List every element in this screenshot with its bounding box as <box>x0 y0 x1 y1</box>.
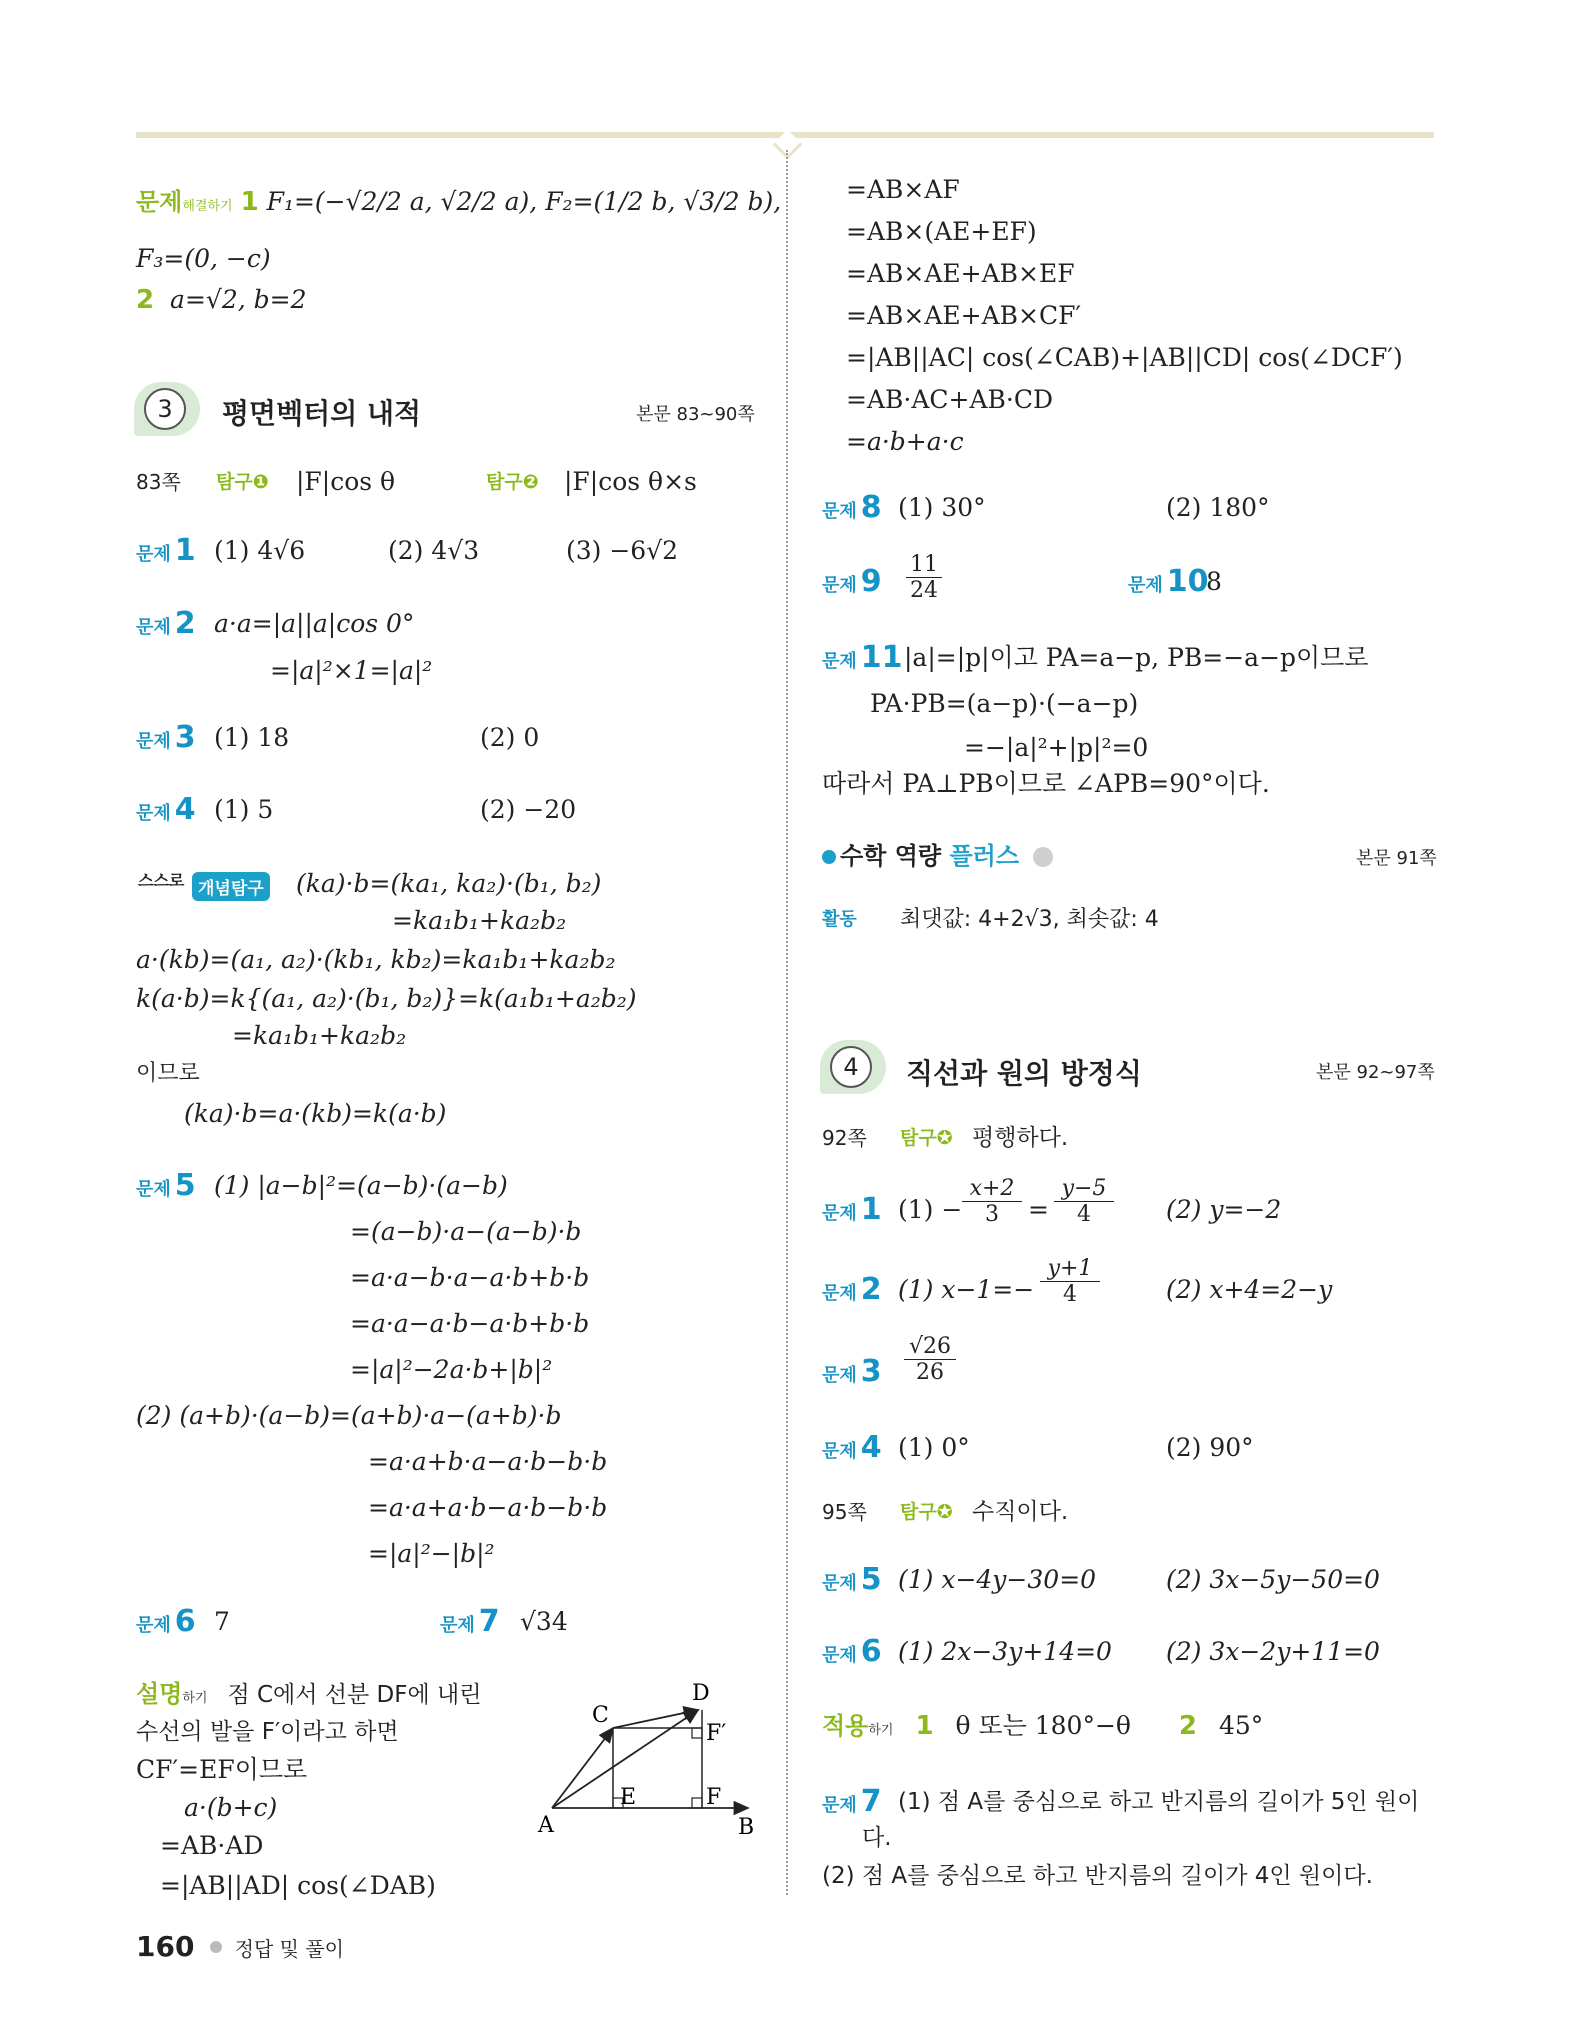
point-c: C <box>592 1703 609 1728</box>
answer: (2) 3x−2y+11=0 <box>1166 1637 1380 1666</box>
top-answer-line2: F₃=(0, −c) <box>136 244 271 273</box>
explain-line: =|AB||AD| cos(∠DAB) <box>160 1871 436 1900</box>
problem-1-label: 문제 1 <box>136 533 196 568</box>
point-a: A <box>538 1813 554 1838</box>
derivation-line: (ka)·b=a·(kb)=k(a·b) <box>184 1099 447 1128</box>
answer: (2) 0 <box>480 723 540 752</box>
gaenyeom-tamgu-badge: 스스로 개념탐구 <box>136 868 276 904</box>
problem-7-label: 문제 7 <box>822 1784 882 1819</box>
answer: (1) x−4y−30=0 <box>898 1565 1097 1594</box>
right-angle-fp <box>692 1728 702 1738</box>
apply-line: 적용하기 1 θ 또는 180°−θ 2 45° <box>822 1711 1264 1741</box>
derivation-line: k(a·b)=k{(a₁, a₂)·(b₁, b₂)}=k(a₁b₁+a₂b₂) <box>136 984 637 1013</box>
tamgu-label: 탐구✪ <box>900 1501 953 1523</box>
answer: (2) −20 <box>480 795 577 824</box>
math-plus-title: 수학 역량 플러스 <box>822 836 1053 871</box>
problem-7-label: 문제 7 <box>440 1604 500 1639</box>
answer-line: (2) 점 A를 중심으로 하고 반지름의 길이가 4인 원이다. <box>822 1863 1373 1889</box>
tamgu-answer: |F|cos θ <box>296 467 396 496</box>
vector-ac <box>552 1728 613 1808</box>
answer-line: (1) 점 A를 중심으로 하고 반지름의 길이가 5인 원이 <box>898 1789 1420 1815</box>
section-ref: 본문 83~90쪽 <box>636 404 755 425</box>
page-ref: 83쪽 <box>136 470 181 494</box>
answer-part: (1) x−1=− <box>898 1275 1035 1304</box>
page-number: 160 <box>136 1930 195 1963</box>
bullet-icon <box>210 1941 222 1953</box>
column-divider <box>786 150 788 1895</box>
answer: 7 <box>214 1607 230 1636</box>
point-b: B <box>738 1815 755 1840</box>
answer: √34 <box>520 1607 568 1636</box>
fraction: y+1 4 <box>1040 1256 1100 1307</box>
explain-line1: 설명하기 점 C에서 선분 DF에 내린 <box>136 1680 482 1708</box>
problem-2-label: 문제 2 <box>136 606 196 641</box>
answer-line: 다. <box>862 1825 892 1851</box>
tamgu-label: 탐구✪ <box>900 1127 953 1149</box>
fraction: x+2 3 <box>962 1176 1022 1227</box>
problem-6-label: 문제 6 <box>822 1634 882 1669</box>
fraction-sqrt26: √26 26 <box>904 1334 956 1385</box>
footer-label: 정답 및 풀이 <box>234 1937 344 1961</box>
answer-line: =|a|²−|b|² <box>368 1539 495 1568</box>
explain-line: a·(b+c) <box>184 1793 278 1822</box>
derivation-line: =AB×(AE+EF) <box>846 217 1037 246</box>
answer-line: =−|a|²+|p|²=0 <box>964 733 1149 762</box>
answer-line: (2) (a+b)·(a−b)=(a+b)·a−(a+b)·b <box>136 1401 562 1430</box>
item-number: 2 <box>136 285 155 315</box>
answer: (3) −6√2 <box>566 536 679 565</box>
magnifier-icon <box>1033 847 1053 867</box>
answer-line: =a·a−a·b−a·b+b·b <box>350 1309 590 1338</box>
answer: (1) 2x−3y+14=0 <box>898 1637 1112 1666</box>
problem-3-label: 문제 3 <box>136 720 196 755</box>
problem-9-label: 문제 9 <box>822 564 882 599</box>
tamgu-label: 탐구❶ <box>216 471 269 493</box>
answer: (2) x+4=2−y <box>1166 1275 1333 1304</box>
fraction: y−5 4 <box>1054 1176 1114 1227</box>
section-ref: 본문 92~97쪽 <box>1316 1062 1435 1083</box>
point-d: D <box>692 1681 710 1706</box>
answer-line: =(a−b)·a−(a−b)·b <box>350 1217 582 1246</box>
derivation-line: =AB·AC+AB·CD <box>846 385 1053 414</box>
point-f: F <box>706 1785 722 1810</box>
answer-line: =a·a+b·a−a·b−b·b <box>368 1447 608 1476</box>
tamgu-answer: 수직이다. <box>972 1499 1069 1525</box>
item-number: 1 <box>240 187 259 217</box>
section-number: 4 <box>830 1046 872 1088</box>
explain-line: CF′=EF이므로 <box>136 1755 308 1784</box>
section-number: 3 <box>144 388 186 430</box>
munje-label: 문제 <box>136 188 183 216</box>
answer: (2) 4√3 <box>388 536 480 565</box>
problem-6-label: 문제 6 <box>136 1604 196 1639</box>
problem-5-label: 문제 5 <box>822 1562 882 1597</box>
answer-line: (1) |a−b|²=(a−b)·(a−b) <box>214 1171 508 1200</box>
page-ref: 92쪽 <box>822 1126 867 1150</box>
answer: (1) 0° <box>898 1433 970 1462</box>
derivation-line: a·(kb)=(a₁, a₂)·(kb₁, kb₂)=ka₁b₁+ka₂b₂ <box>136 945 616 974</box>
top-answer-line1 <box>136 186 781 223</box>
answer: (2) 3x−5y−50=0 <box>1166 1565 1380 1594</box>
activity-answer: 최댓값: 4+2√3, 최솟값: 4 <box>900 907 1159 932</box>
tamgu-label: 탐구❷ <box>486 471 539 493</box>
haegyeol-label: 해결하기 <box>182 199 233 214</box>
explain-line: =AB·AD <box>160 1831 264 1860</box>
answer: (2) 180° <box>1166 493 1270 522</box>
answer-line: a·a=|a||a|cos 0° <box>214 609 415 638</box>
answer: (2) 90° <box>1166 1433 1254 1462</box>
answer: (1) 5 <box>214 795 274 824</box>
problem-5-label: 문제 5 <box>136 1168 196 1203</box>
activity-label: 활동 <box>822 909 857 930</box>
derivation-line: =ka₁b₁+ka₂b₂ <box>232 1021 407 1050</box>
problem-4-label: 문제 4 <box>822 1430 882 1465</box>
answer-line: 따라서 PA⊥PB이므로 ∠APB=90°이다. <box>822 769 1270 798</box>
answer-line: |a|=|p|이고 PA=a−p, PB=−a−p이므로 <box>904 643 1369 672</box>
derivation-line: =AB×AE+AB×EF <box>846 259 1075 288</box>
answer-part: = <box>1028 1195 1049 1224</box>
derivation-line: =AB×AF <box>846 175 960 204</box>
answer-text: a=√2, b=2 <box>170 285 307 314</box>
page-ref: 95쪽 <box>822 1500 867 1524</box>
right-angle-f <box>692 1798 702 1808</box>
section-title: 직선과 원의 방정식 <box>906 1057 1142 1090</box>
answer: (2) y=−2 <box>1166 1195 1282 1224</box>
answer-line: =|a|²×1=|a|² <box>270 656 433 685</box>
problem-11-label: 문제 11 <box>822 640 903 675</box>
bullet-icon <box>822 850 836 864</box>
answer: (1) 18 <box>214 723 290 752</box>
answer-part: (1) − <box>898 1195 963 1224</box>
answer-line: PA·PB=(a−p)·(−a−p) <box>870 689 1139 718</box>
derivation-line: =a·b+a·c <box>846 427 964 456</box>
answer: 8 <box>1206 567 1222 596</box>
section-ref: 본문 91쪽 <box>1356 848 1437 869</box>
problem-10-label: 문제 10 <box>1128 564 1209 599</box>
answer-line: =a·a+a·b−a·b−b·b <box>368 1493 608 1522</box>
problem-1-label: 문제 1 <box>822 1192 882 1227</box>
derivation-line: (ka)·b=(ka₁, ka₂)·(b₁, b₂) <box>296 869 602 898</box>
derivation-line: 이므로 <box>136 1061 200 1086</box>
problem-3-label: 문제 3 <box>822 1354 882 1389</box>
problem-4-label: 문제 4 <box>136 792 196 827</box>
derivation-line: =|AB||AC| cos(∠CAB)+|AB||CD| cos(∠DCF′) <box>846 343 1403 372</box>
answer-text: F₁=(−√2/2 a, √2/2 a), F₂=(1/2 b, √3/2 b), <box>266 187 782 216</box>
tamgu-answer: 평행하다. <box>972 1125 1069 1151</box>
answer-line: =a·a−b·a−a·b+b·b <box>350 1263 590 1292</box>
point-e: E <box>620 1785 637 1810</box>
answer-line: =|a|²−2a·b+|b|² <box>350 1355 553 1384</box>
tamgu-answer: |F|cos θ×s <box>564 467 697 496</box>
answer: (1) 4√6 <box>214 536 306 565</box>
problem-8-label: 문제 8 <box>822 490 882 525</box>
top-answer-line3 <box>136 284 307 316</box>
explain-line: 수선의 발을 F′이라고 하면 <box>136 1719 399 1745</box>
derivation-line: =AB×AE+AB×CF′ <box>846 301 1082 330</box>
page-footer <box>136 1930 344 1963</box>
derivation-line: =ka₁b₁+ka₂b₂ <box>392 906 567 935</box>
answer: (1) 30° <box>898 493 986 522</box>
section-title: 평면벡터의 내적 <box>222 397 422 430</box>
problem-2-label: 문제 2 <box>822 1272 882 1307</box>
vector-figure <box>530 1670 770 1840</box>
point-fprime: F′ <box>706 1721 727 1746</box>
fraction-11-24: 11 24 <box>906 552 942 603</box>
